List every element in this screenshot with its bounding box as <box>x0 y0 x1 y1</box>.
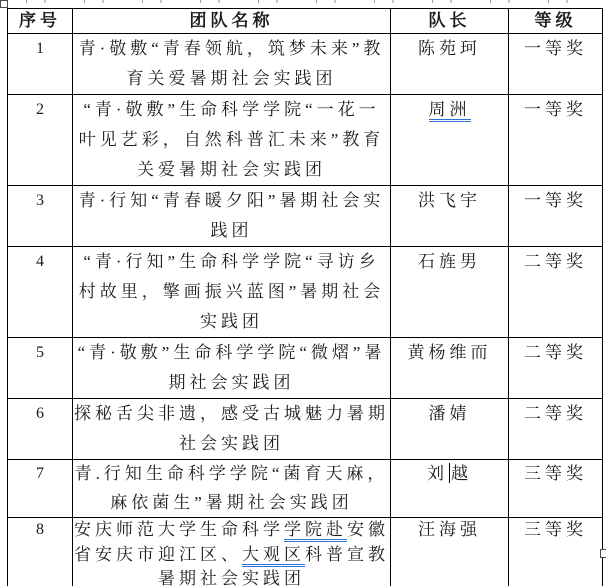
table-row <box>8 247 603 338</box>
captain-cell[interactable] <box>391 247 509 338</box>
header-cell-team-name[interactable]: 团队名称 <box>73 9 391 34</box>
team-name-cell[interactable] <box>73 34 391 95</box>
text-segment: 刘 <box>427 464 448 483</box>
captain-cell[interactable] <box>391 34 509 95</box>
text-segment: 汪海强 <box>418 520 481 539</box>
grade-cell[interactable]: 二等奖 <box>509 247 603 338</box>
text-segment: 青·敬敷“青春领航，筑梦未来”教育关爱暑期社会实践团 <box>78 39 385 88</box>
team-name-cell[interactable] <box>73 186 391 247</box>
grade-cell[interactable]: 三等奖 <box>509 518 603 586</box>
award-table <box>7 8 603 586</box>
captain-cell[interactable] <box>391 518 509 586</box>
row-number-cell[interactable]: 6 <box>8 399 73 460</box>
grade-cell[interactable]: 三等奖 <box>509 460 603 518</box>
table-row <box>8 95 603 186</box>
table-move-handle-icon[interactable] <box>0 0 8 8</box>
row-number-cell[interactable]: 5 <box>8 338 73 399</box>
text-segment: 科普宣教暑期社会实践团 <box>158 544 389 586</box>
text-segment: “青·行知”生命科学学院“寻访乡村故里，擎画振兴蓝图”暑期社会实践团 <box>78 252 385 331</box>
text-segment: “青·敬敷”生命科学学院“微熠”暑期社会实践团 <box>77 343 386 392</box>
team-name-cell[interactable] <box>73 338 391 399</box>
grammar-underlined-text: 大观区 <box>242 545 305 567</box>
header-cell-grade[interactable]: 等级 <box>509 9 603 34</box>
text-segment: 青·行知“青春暖夕阳”暑期社会实践团 <box>78 191 385 240</box>
table-row <box>8 338 603 399</box>
text-segment: 探秘舌尖非遗，感受古城魅力暑期社会实践团 <box>74 404 389 453</box>
text-segment: 洪飞宇 <box>418 191 481 210</box>
captain-cell[interactable] <box>391 95 509 186</box>
captain-cell[interactable] <box>391 460 509 518</box>
team-name-cell[interactable] <box>73 460 391 518</box>
table-resize-handle-icon[interactable] <box>600 549 606 558</box>
row-number-cell[interactable]: 4 <box>8 247 73 338</box>
text-segment: 潘婧 <box>428 404 471 423</box>
text-segment: 陈苑珂 <box>418 39 481 58</box>
row-number-cell[interactable]: 1 <box>8 34 73 95</box>
text-caret <box>449 463 450 483</box>
table-row <box>8 518 603 586</box>
table-row <box>8 186 603 247</box>
table-row <box>8 460 603 518</box>
grade-cell[interactable]: 一等奖 <box>509 186 603 247</box>
team-name-cell[interactable] <box>73 518 391 586</box>
text-segment: 石旌男 <box>418 252 481 271</box>
table-row <box>8 34 603 95</box>
captain-cell[interactable] <box>391 338 509 399</box>
header-cell-number[interactable]: 序号 <box>8 9 73 34</box>
row-number-cell[interactable]: 8 <box>8 518 73 586</box>
table-header <box>8 9 603 34</box>
text-segment: 青.行知生命科学学院“菌育天麻，麻依菌生”暑期社会实践团 <box>74 464 389 512</box>
row-number-cell[interactable]: 2 <box>8 95 73 186</box>
cut-off-text-marks <box>10 0 606 3</box>
text-segment: “青·敬敷”生命科学学院“一花一叶见艺彩，自然科普汇未来”教育关爱暑期社会实践团 <box>78 100 385 179</box>
grammar-underlined-text: 学院赴 <box>284 520 347 542</box>
text-segment: 安庆师范大学生命科学 <box>74 520 284 539</box>
captain-cell[interactable] <box>391 186 509 247</box>
text-segment: 越 <box>451 464 472 483</box>
captain-cell[interactable] <box>391 399 509 460</box>
grade-cell[interactable]: 二等奖 <box>509 338 603 399</box>
grade-cell[interactable]: 一等奖 <box>509 95 603 186</box>
team-name-cell[interactable] <box>73 95 391 186</box>
row-number-cell[interactable]: 3 <box>8 186 73 247</box>
team-name-cell[interactable] <box>73 399 391 460</box>
header-row <box>8 9 603 34</box>
text-segment: 黄杨维而 <box>407 343 492 362</box>
team-name-cell[interactable] <box>73 247 391 338</box>
row-number-cell[interactable]: 7 <box>8 460 73 518</box>
table-row <box>8 399 603 460</box>
grade-cell[interactable]: 一等奖 <box>509 34 603 95</box>
grammar-underlined-text: 周洲 <box>429 100 471 122</box>
text-segment: 安徽省安庆市迎江区、 <box>74 520 389 564</box>
grade-cell[interactable]: 二等奖 <box>509 399 603 460</box>
header-cell-captain[interactable]: 队长 <box>391 9 509 34</box>
